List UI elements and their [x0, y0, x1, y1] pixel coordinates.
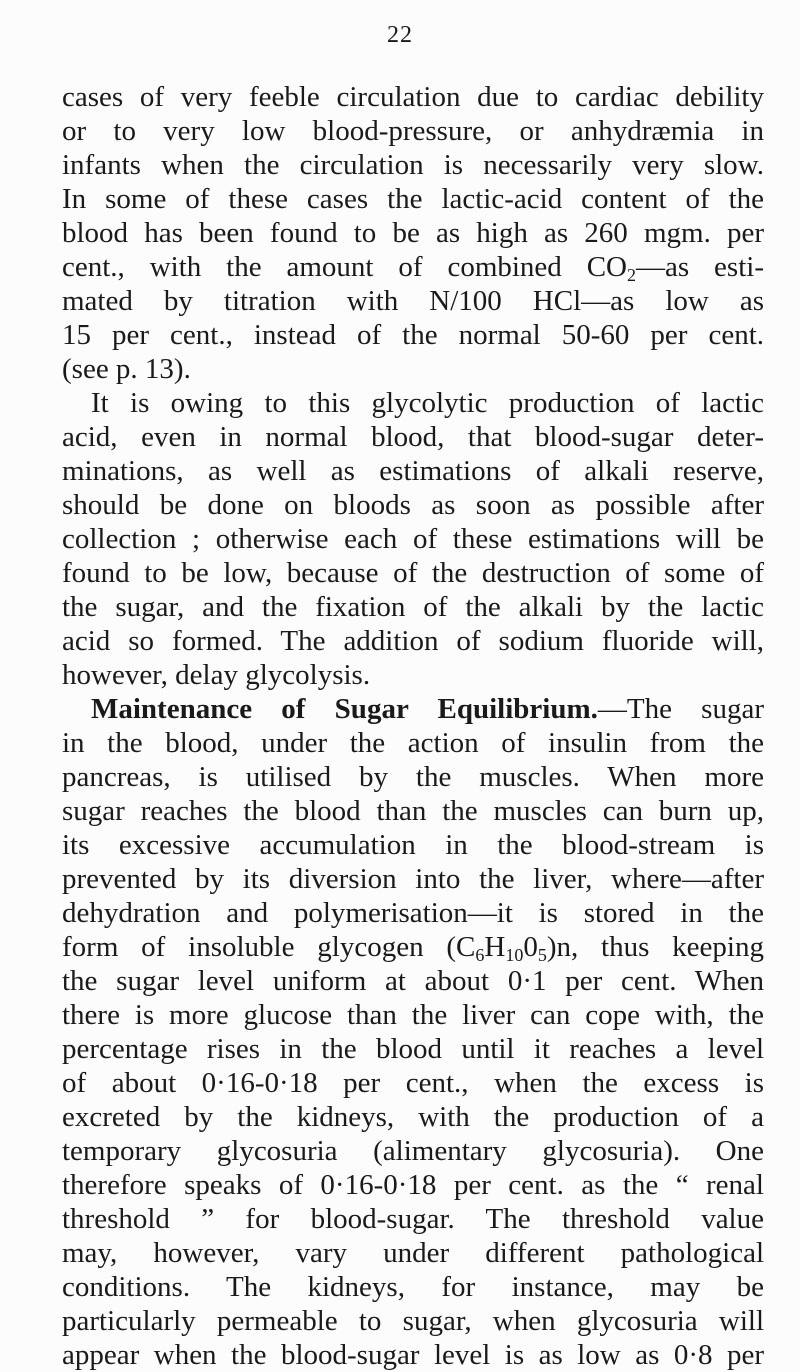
text-line: excreted by the kidneys, with the production of a: [62, 1101, 764, 1133]
text-line: sugar reaches the blood than the muscles can burn up,: [62, 795, 764, 827]
text-line: may, however, vary under different pathological: [62, 1237, 764, 1269]
text-line: [62, 250, 764, 284]
text-segment: form of insoluble glycogen (C: [62, 931, 476, 963]
text-segment: —as esti-: [636, 251, 764, 283]
text-line: however, delay glycolysis.: [62, 659, 371, 691]
text-line: mated by titration with N/100 HCl—as low as: [62, 285, 764, 317]
subscript: 6: [475, 945, 485, 965]
text-line: of about 0·16-0·18 per cent., when the excess is: [62, 1067, 764, 1099]
section-heading: Maintenance of Sugar Equilibrium.: [91, 693, 598, 725]
text-line: the sugar level uniform at about 0·1 per cent. When: [62, 965, 764, 997]
text-line: should be done on bloods as soon as possible after: [62, 489, 764, 521]
text-line: temporary glycosuria (alimentary glycosuria). One: [62, 1135, 764, 1167]
text-line: percentage rises in the blood until it reaches a level: [62, 1033, 764, 1065]
subscript: 5: [537, 945, 547, 965]
text-line: blood has been found to be as high as 260 mgm. per: [62, 217, 764, 249]
text-segment: cent., with the amount of combined CO: [62, 251, 627, 283]
text-line: prevented by its diversion into the liver, where—after: [62, 863, 764, 895]
text-line: acid so formed. The addition of sodium fluoride will,: [62, 625, 764, 657]
text-line: particularly permeable to sugar, when glycosuria will: [62, 1305, 764, 1337]
text-line: acid, even in normal blood, that blood-sugar deter-: [62, 421, 764, 453]
text-segment: )n, thus keeping: [546, 931, 764, 963]
text-line: its excessive accumulation in the blood-stream is: [62, 829, 764, 861]
text-segment: 0: [523, 931, 538, 963]
text-line: It is owing to this glycolytic production of lactic: [91, 387, 764, 419]
page-number: 22: [387, 22, 413, 48]
subscript: 2: [627, 265, 636, 285]
text-line: minations, as well as estimations of alkali reserve,: [62, 455, 764, 487]
text-line: (see p. 13).: [62, 353, 191, 385]
text-line: there is more glucose than the liver can cope with, the: [62, 999, 764, 1031]
text-line: therefore speaks of 0·16-0·18 per cent. as the “ renal: [62, 1169, 764, 1201]
text-line: pancreas, is utilised by the muscles. When more: [62, 761, 764, 793]
text-segment: H: [484, 931, 506, 963]
text-line: [62, 930, 764, 964]
subscript: 10: [505, 945, 524, 965]
text-line: 15 per cent., instead of the normal 50-60 per cent.: [62, 319, 764, 351]
text-line: infants when the circulation is necessarily very slow.: [62, 149, 764, 181]
text-segment: —The sugar: [597, 693, 764, 725]
text-line: collection ; otherwise each of these estimations will be: [62, 523, 764, 555]
text-line: conditions. The kidneys, for instance, may be: [62, 1271, 764, 1303]
text-line: the sugar, and the fixation of the alkali by the lactic: [62, 591, 764, 623]
text-line: cases of very feeble circulation due to cardiac debility: [62, 81, 764, 113]
text-line: In some of these cases the lactic-acid content of the: [62, 183, 764, 215]
text-line: threshold ” for blood-sugar. The threshold value: [62, 1203, 764, 1235]
text-line: in the blood, under the action of insulin from the: [62, 727, 764, 759]
text-line: appear when the blood-sugar level is as low as 0·8 per: [62, 1339, 764, 1371]
text-line: [91, 692, 764, 726]
text-line: dehydration and polymerisation—it is stored in the: [62, 897, 764, 929]
text-line: or to very low blood-pressure, or anhydræmia in: [62, 115, 764, 147]
text-line: found to be low, because of the destruction of some of: [62, 557, 764, 589]
